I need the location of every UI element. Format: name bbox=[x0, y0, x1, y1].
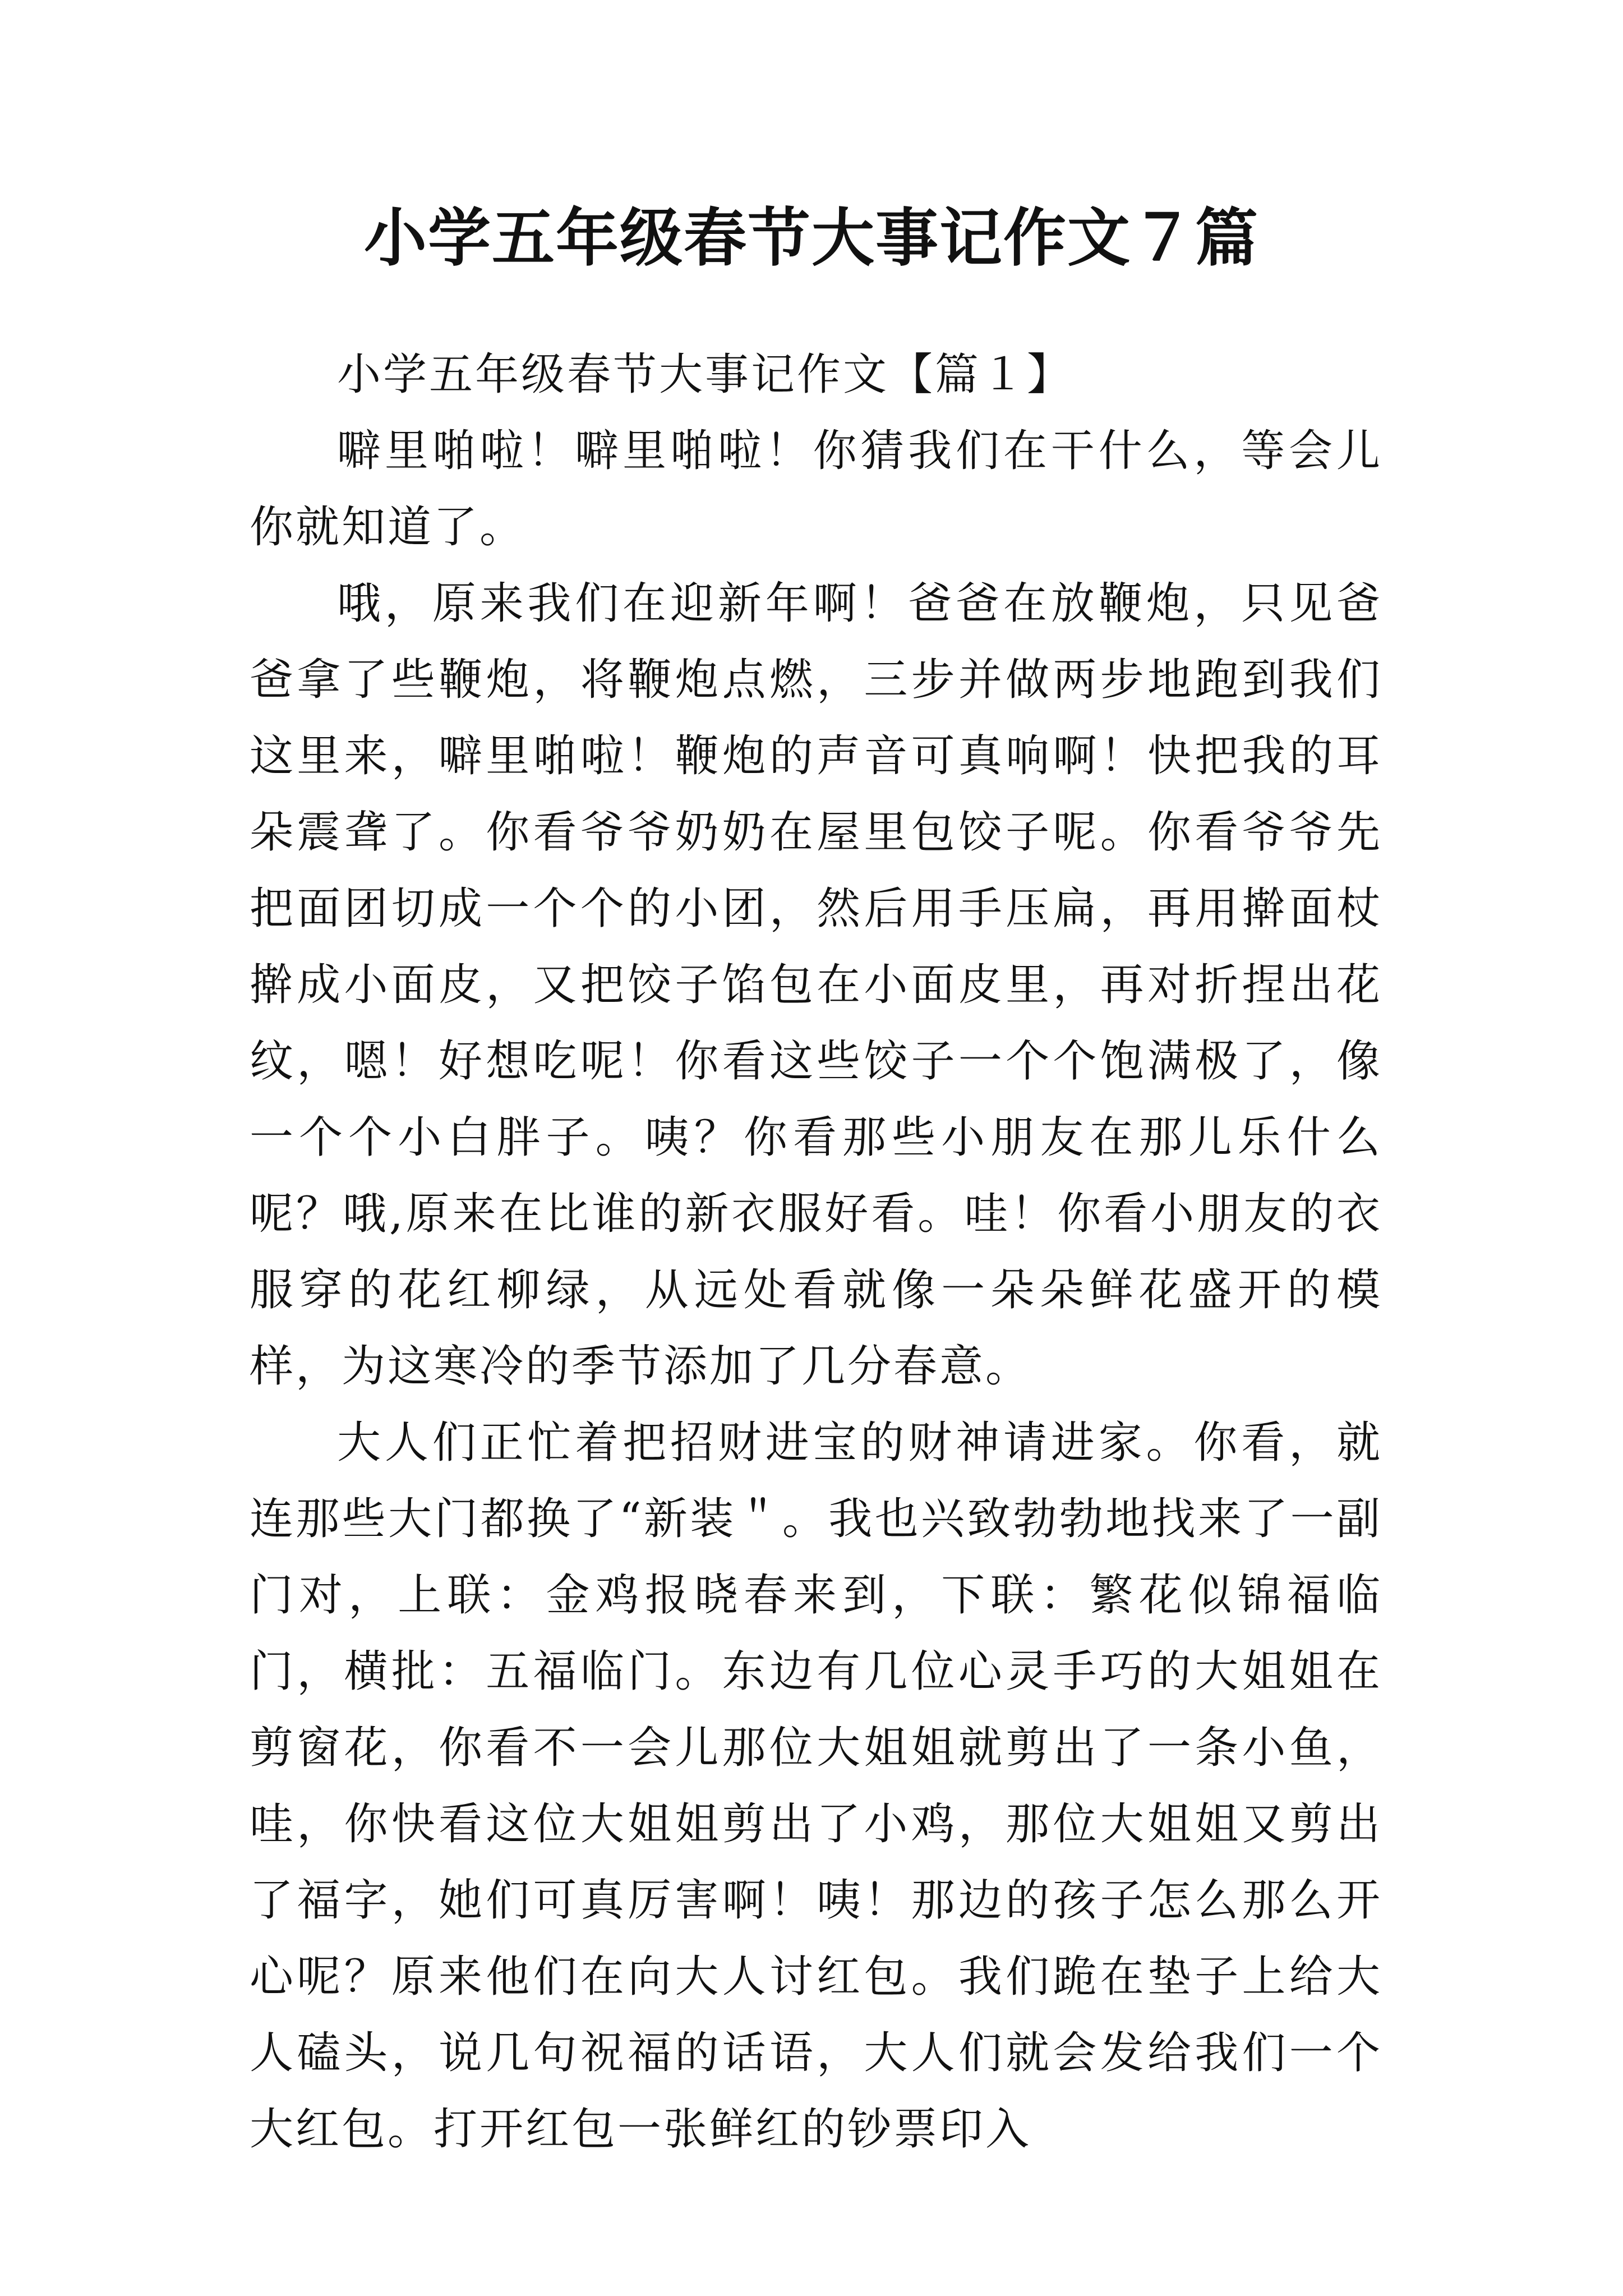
document-title: 小学五年级春节大事记作文７篇 bbox=[364, 201, 1259, 275]
document-body bbox=[250, 337, 1382, 2168]
paragraph: 哦，原来我们在迎新年啊！爸爸在放鞭炮，只见爸爸拿了些鞭炮，将鞭炮点燃，三步并做两步地跑到我们这里来，噼里啪啦！鞭炮的声音可真响啊！快把我的耳朵震聋了。你看爷爷奶奶在屋里包饺子呢。你看爷爷先把面团切成一个个的小团，然后用手压扁，再用擀面杖擀成小面皮，又把饺子馅包在小面皮里，再对折捏出花纹，嗯！好想吃呢！你看这些饺子一个个饱满极了，像一个个小白胖子。咦？你看那些小朋友在那儿乐什么呢？哦,原来在比谁的新衣服好看。哇！你看小朋友的衣服穿的花红柳绿，从远处看就像一朵朵鲜花盛开的模样，为这寒冷的季节添加了几分春意。 bbox=[250, 578, 1382, 1392]
section-heading: 小学五年级春节大事记作文【篇１】 bbox=[337, 349, 1073, 400]
paragraph: 大人们正忙着把招财进宝的财神请进家。你看，就连那些大门都换了“新装＂。我也兴致勃勃地找来了一副门对，上联：金鸡报晓春来到，下联：繁花似锦福临门，横批：五福临门。东边有几位心灵手巧的大姐姐在剪窗花，你看不一会儿那位大姐姐就剪出了一条小鱼，哇，你快看这位大姐姐剪出了小鸡，那位大姐姐又剪出了福字，她们可真厉害啊！咦！那边的孩子怎么那么开心呢？原来他们在向大人讨红包。我们跪在垫子上给大人磕头，说几句祝福的话语，大人们就会发给我们一个大红包。打开红包一张鲜红的钞票印入 bbox=[250, 1418, 1382, 2155]
paragraph: 噼里啪啦！噼里啪啦！你猜我们在干什么，等会儿你就知道了。 bbox=[250, 426, 1382, 553]
